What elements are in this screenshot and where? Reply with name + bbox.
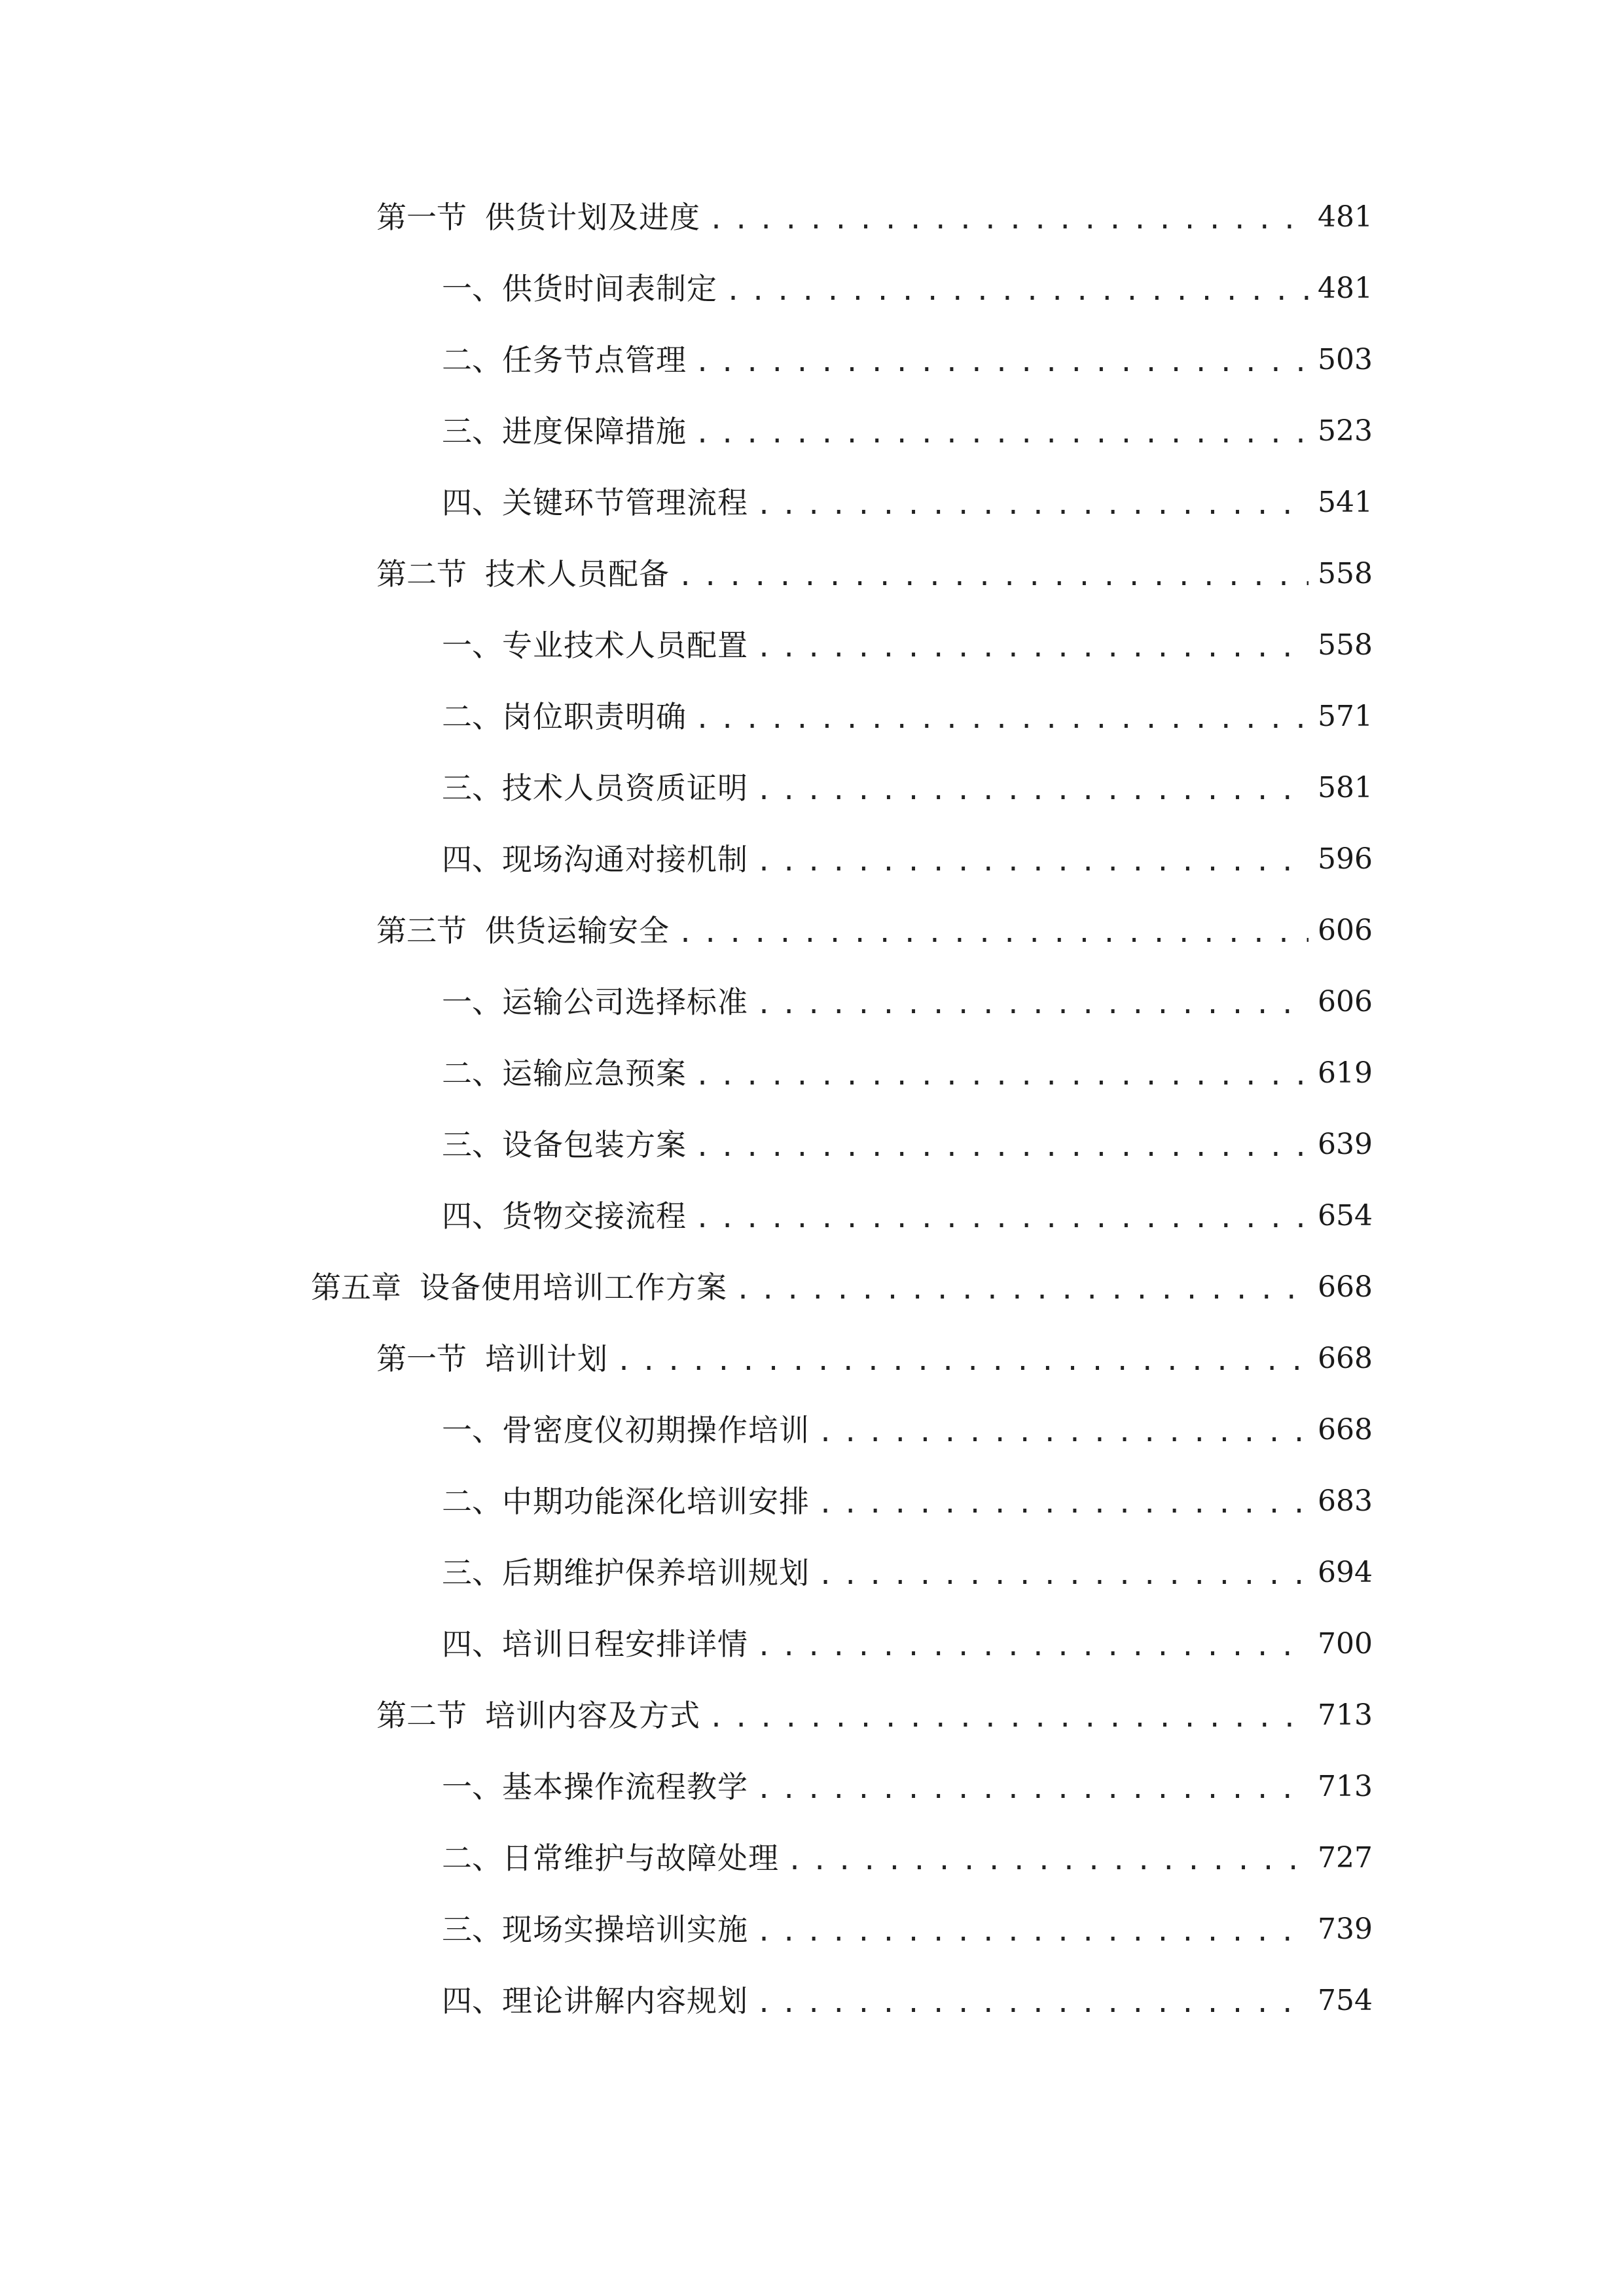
toc-page-number: 683 (1318, 1484, 1373, 1518)
toc-entry-item[interactable] (0, 827, 1624, 892)
toc-marker: 二、 (442, 699, 502, 734)
toc-title: 设备包装方案 (502, 1127, 687, 1162)
toc-page-number: 668 (1318, 1342, 1373, 1375)
toc-title: 货物交接流程 (502, 1198, 687, 1234)
toc-page-number: 558 (1318, 557, 1373, 590)
toc-entry-item[interactable] (0, 1183, 1624, 1249)
toc-page-number: 523 (1318, 414, 1373, 448)
toc-marker: 第一节 (376, 200, 467, 235)
toc-leader-dots (756, 635, 1308, 661)
toc-page-number: 558 (1318, 628, 1373, 662)
toc-title: 基本操作流程教学 (502, 1769, 748, 1804)
toc-title: 岗位职责明确 (502, 699, 687, 734)
toc-page-number: 668 (1318, 1270, 1373, 1304)
toc-leader-dots (756, 1776, 1308, 1803)
toc-page-number: 606 (1318, 985, 1373, 1018)
toc-entry-item[interactable] (0, 1968, 1624, 2034)
toc-entry-item[interactable] (0, 613, 1624, 678)
toc-leader-dots (735, 1277, 1308, 1303)
toc-title: 后期维护保养培训规划 (502, 1555, 810, 1590)
toc-page-number: 713 (1318, 1770, 1373, 1803)
toc-page-number: 713 (1318, 1698, 1373, 1732)
toc-title: 运输公司选择标准 (502, 984, 748, 1020)
toc-leader-dots (725, 278, 1308, 304)
toc-leader-dots (756, 1919, 1308, 1945)
toc-leader-dots (708, 207, 1308, 233)
toc-leader-dots (756, 492, 1308, 518)
toc-page-number: 481 (1318, 272, 1373, 305)
toc-entry-item[interactable] (0, 1469, 1624, 1534)
toc-marker: 三、 (442, 1912, 502, 1947)
toc-leader-dots (756, 849, 1308, 875)
toc-entry-item[interactable] (0, 1754, 1624, 1820)
toc-page-number: 541 (1318, 486, 1373, 519)
toc-page-number: 754 (1318, 1984, 1373, 2017)
toc-marker: 四、 (442, 842, 502, 877)
toc-marker: 二、 (442, 1484, 502, 1519)
toc-entry-item[interactable] (0, 1540, 1624, 1605)
toc-title: 培训内容及方式 (485, 1698, 700, 1733)
toc-entry-item[interactable] (0, 1112, 1624, 1177)
toc-marker: 第二节 (376, 1698, 467, 1733)
toc-leader-dots (695, 1206, 1308, 1232)
toc-leader-dots (695, 421, 1308, 447)
toc-title: 中期功能深化培训安排 (502, 1484, 810, 1519)
toc-title: 理论讲解内容规划 (502, 1983, 748, 2018)
toc-entry-item[interactable] (0, 399, 1624, 464)
toc-title: 日常维护与故障处理 (502, 1840, 779, 1876)
toc-marker: 四、 (442, 1198, 502, 1234)
toc-marker: 第三节 (376, 913, 467, 948)
toc-title: 技术人员资质证明 (502, 770, 748, 806)
toc-leader-dots (616, 1348, 1308, 1374)
toc-title: 专业技术人员配置 (502, 628, 748, 663)
toc-entry-item[interactable] (0, 1611, 1624, 1677)
toc-marker: 三、 (442, 414, 502, 449)
toc-page-number: 581 (1318, 771, 1373, 804)
toc-page-number: 694 (1318, 1556, 1373, 1589)
toc-title: 培训日程安排详情 (502, 1626, 748, 1662)
toc-title: 任务节点管理 (502, 342, 687, 378)
toc-leader-dots (756, 1634, 1308, 1660)
toc-entry-section[interactable] (0, 1326, 1624, 1391)
toc-page-number: 596 (1318, 842, 1373, 876)
toc-marker: 二、 (442, 342, 502, 378)
toc-page-number: 619 (1318, 1056, 1373, 1090)
toc-entry-chapter[interactable] (0, 1255, 1624, 1320)
toc-leader-dots (787, 1848, 1308, 1874)
toc-entry-section[interactable] (0, 185, 1624, 250)
toc-marker: 三、 (442, 1555, 502, 1590)
toc-entry-item[interactable] (0, 1825, 1624, 1891)
toc-leader-dots (818, 1491, 1308, 1517)
toc-leader-dots (818, 1420, 1308, 1446)
toc-leader-dots (695, 706, 1308, 732)
toc-leader-dots (677, 920, 1308, 946)
toc-page-number: 481 (1318, 200, 1373, 234)
toc-entry-item[interactable] (0, 256, 1624, 321)
toc-marker: 二、 (442, 1056, 502, 1091)
toc-marker: 一、 (442, 1769, 502, 1804)
toc-title: 供货运输安全 (485, 913, 670, 948)
toc-marker: 一、 (442, 271, 502, 306)
toc-marker: 二、 (442, 1840, 502, 1876)
toc-marker: 四、 (442, 1983, 502, 2018)
toc-entry-item[interactable] (0, 470, 1624, 535)
toc-entry-item[interactable] (0, 1897, 1624, 1962)
toc-marker: 第一节 (376, 1341, 467, 1376)
toc-marker: 第五章 (311, 1270, 401, 1305)
toc-page-number: 727 (1318, 1841, 1373, 1874)
toc-title: 关键环节管理流程 (502, 485, 748, 520)
toc-marker: 四、 (442, 485, 502, 520)
toc-leader-dots (756, 778, 1308, 804)
toc-leader-dots (695, 1134, 1308, 1160)
toc-leader-dots (695, 1063, 1308, 1089)
toc-marker: 四、 (442, 1626, 502, 1662)
toc-page-number: 571 (1318, 700, 1373, 733)
toc-page-number: 654 (1318, 1199, 1373, 1232)
toc-marker: 一、 (442, 984, 502, 1020)
toc-entry-item[interactable] (0, 684, 1624, 749)
toc-title: 现场沟通对接机制 (502, 842, 748, 877)
toc-entry-section[interactable] (0, 1683, 1624, 1748)
toc-title: 供货时间表制定 (502, 271, 717, 306)
toc-title: 设备使用培训工作方案 (420, 1270, 727, 1305)
toc-leader-dots (708, 1705, 1308, 1731)
toc-title: 培训计划 (485, 1341, 608, 1376)
toc-entry-section[interactable] (0, 898, 1624, 963)
toc-page-number: 739 (1318, 1912, 1373, 1946)
toc-leader-dots (756, 992, 1308, 1018)
toc-page-number: 668 (1318, 1413, 1373, 1446)
toc-title: 进度保障措施 (502, 414, 687, 449)
toc-title: 供货计划及进度 (485, 200, 700, 235)
toc-page-number: 503 (1318, 343, 1373, 376)
toc-leader-dots (695, 350, 1308, 376)
toc-title: 现场实操培训实施 (502, 1912, 748, 1947)
toc-leader-dots (818, 1562, 1308, 1588)
toc-marker: 三、 (442, 770, 502, 806)
toc-marker: 一、 (442, 1412, 502, 1448)
toc-entry-item[interactable] (0, 1397, 1624, 1463)
toc-title: 技术人员配备 (485, 556, 670, 592)
toc-title: 运输应急预案 (502, 1056, 687, 1091)
toc-entry-item[interactable] (0, 1041, 1624, 1106)
toc-marker: 三、 (442, 1127, 502, 1162)
toc-marker: 一、 (442, 628, 502, 663)
toc-leader-dots (756, 1990, 1308, 2017)
toc-entry-item[interactable] (0, 755, 1624, 821)
toc-entry-item[interactable] (0, 969, 1624, 1035)
toc-entry-item[interactable] (0, 327, 1624, 393)
toc-page-number: 606 (1318, 914, 1373, 947)
toc-page-number: 639 (1318, 1128, 1373, 1161)
toc-entry-section[interactable] (0, 541, 1624, 607)
toc-leader-dots (677, 564, 1308, 590)
toc-title: 骨密度仪初期操作培训 (502, 1412, 810, 1448)
toc-marker: 第二节 (376, 556, 467, 592)
toc-page-number: 700 (1318, 1627, 1373, 1660)
